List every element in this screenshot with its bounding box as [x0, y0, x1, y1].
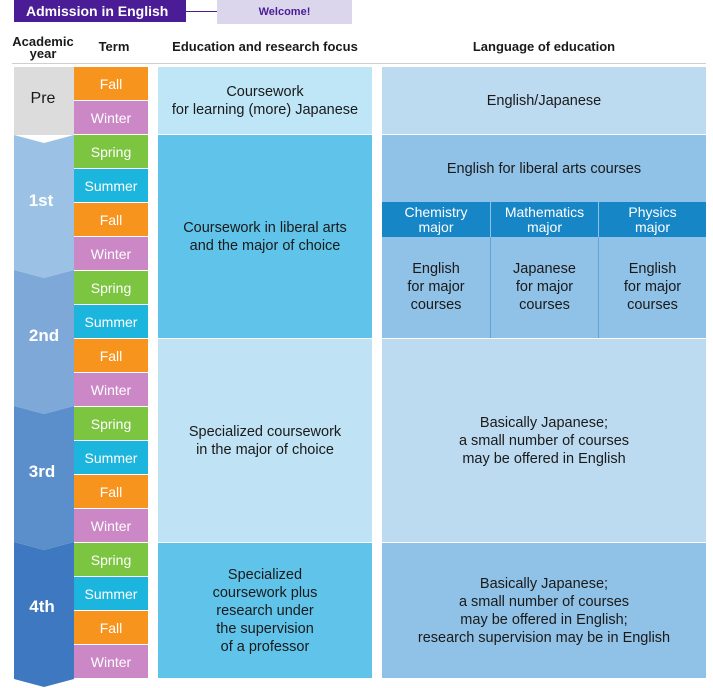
math-lang-line2: for major — [515, 279, 574, 295]
tab-divider — [186, 11, 217, 12]
focus-research-line5: of a professor — [220, 638, 310, 655]
phys-lang-line2: for major — [623, 279, 682, 295]
major-physics-language — [599, 252, 706, 322]
term-1-winter: Winter — [74, 237, 148, 270]
lang-y23-line3: may be offered in English — [462, 450, 626, 467]
year-label-4th: 4th — [29, 597, 55, 616]
focus-liberal-line2: and the major of choice — [189, 237, 341, 254]
lang-y4-line1: Basically Japanese; — [479, 575, 609, 592]
term-2-fall: Fall — [74, 339, 148, 372]
language-research-supervision — [382, 543, 706, 678]
admission-tab[interactable]: Admission in English — [14, 0, 186, 22]
major-physics-suffix: major — [634, 218, 670, 235]
welcome-tab[interactable]: Welcome! — [217, 0, 352, 24]
term-2-spring: Spring — [74, 271, 148, 304]
header-academic-year — [6, 34, 80, 62]
math-lang-line3: courses — [519, 297, 570, 313]
major-chemistry-suffix: major — [418, 218, 454, 235]
header-focus: Education and research focus — [172, 38, 358, 54]
year-label-1st: 1st — [28, 191, 54, 210]
header-underline — [12, 63, 706, 64]
focus-research — [158, 543, 372, 678]
math-lang-line1: Japanese — [513, 261, 576, 277]
lang-y23-line1: Basically Japanese; — [479, 414, 609, 431]
focus-liberal-line1: Coursework in liberal arts — [183, 219, 347, 236]
chem-lang-line2: for major — [407, 279, 465, 295]
major-mathematics-name: Mathematics — [504, 203, 585, 220]
focus-research-line1: Specialized — [227, 566, 303, 583]
language-pre: English/Japanese — [382, 67, 706, 134]
chem-lang-line3: courses — [410, 297, 462, 313]
header-language: Language of education — [472, 38, 616, 54]
header-term: Term — [98, 38, 130, 54]
focus-liberal-arts — [158, 135, 372, 338]
focus-specialized-line2: in the major of choice — [196, 441, 334, 458]
term-3-spring: Spring — [74, 407, 148, 440]
term-3-winter: Winter — [74, 509, 148, 542]
term-1-spring: Spring — [74, 135, 148, 168]
year-label-pre: Pre — [30, 90, 56, 107]
major-chemistry-language — [382, 252, 490, 322]
focus-pre — [158, 67, 372, 134]
term-2-winter: Winter — [74, 373, 148, 406]
year-label-3rd: 3rd — [28, 462, 56, 481]
major-chemistry-name: Chemistry — [404, 203, 468, 220]
focus-pre-line2: for learning (more) Japanese — [171, 101, 359, 118]
focus-research-line3: research under — [216, 602, 314, 619]
term-1-summer: Summer — [74, 169, 148, 202]
term-3-fall: Fall — [74, 475, 148, 508]
phys-lang-line3: courses — [627, 297, 678, 313]
term-4-summer: Summer — [74, 577, 148, 610]
major-mathematics-header — [491, 202, 598, 237]
focus-pre-line1: Coursework — [226, 83, 304, 100]
lang-y4-line3: may be offered in English; — [460, 611, 628, 628]
focus-specialized — [158, 339, 372, 542]
lang-y23-line2: a small number of courses — [458, 432, 630, 449]
lang-y4-line4: research supervision may be in English — [417, 629, 671, 646]
major-mathematics-suffix: major — [526, 218, 562, 235]
term-pre-fall: Fall — [74, 67, 148, 100]
term-1-fall: Fall — [74, 203, 148, 236]
language-liberal-arts: English for liberal arts courses — [446, 161, 642, 177]
term-4-spring: Spring — [74, 543, 148, 576]
language-basically-japanese — [382, 339, 706, 542]
header-academic-year-line2: year — [29, 46, 57, 61]
chem-lang-line1: English — [412, 261, 460, 277]
major-physics-name: Physics — [628, 203, 677, 220]
term-3-summer: Summer — [74, 441, 148, 474]
phys-lang-line1: English — [628, 261, 677, 277]
focus-research-line2: coursework plus — [212, 584, 318, 601]
term-4-fall: Fall — [74, 611, 148, 644]
major-mathematics-language — [491, 252, 598, 322]
major-physics-header — [599, 202, 706, 237]
term-pre-winter: Winter — [74, 101, 148, 134]
term-2-summer: Summer — [74, 305, 148, 338]
header-academic-year-line1: Academic — [12, 34, 74, 49]
major-chemistry-header — [382, 202, 490, 237]
term-4-winter: Winter — [74, 645, 148, 678]
focus-specialized-line1: Specialized coursework — [188, 423, 342, 440]
year-label-2nd: 2nd — [28, 326, 60, 345]
lang-y4-line2: a small number of courses — [458, 593, 630, 610]
focus-research-line4: the supervision — [216, 620, 314, 637]
